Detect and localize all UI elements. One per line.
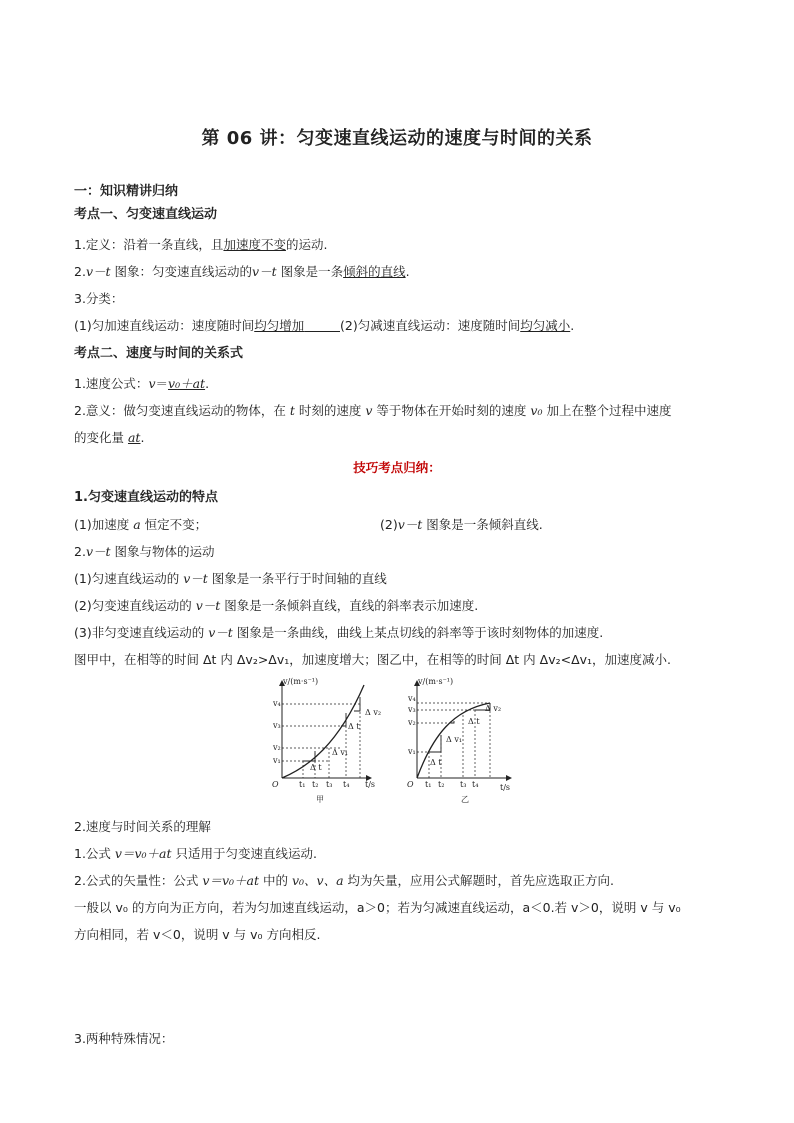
text: . [405, 264, 410, 279]
underlined-answer: 均匀增加 [254, 318, 305, 333]
delta-triangle-1 [429, 735, 441, 752]
origin-label: O [272, 780, 279, 789]
kp1-classification: 3.分类： [74, 291, 124, 306]
x-axis-label: t/s [365, 780, 376, 789]
text: 2.意义：做匀变速直线运动的物体，在 [74, 403, 290, 418]
text: (2)匀变速直线运动的 [74, 598, 196, 613]
motion-3 [74, 624, 603, 642]
label-v2: v₂ [273, 743, 281, 752]
kp1-heading: 考点一、匀变速直线运动 [74, 207, 218, 222]
label-v2: v₂ [408, 718, 416, 727]
text: (1)匀速直线运动的 [74, 571, 184, 586]
text: (3)非匀变速直线运动的 [74, 625, 209, 640]
kp2-meaning-line2 [74, 429, 144, 447]
text: 均为矢量，应用公式解题时，首先应选取正方向. [343, 873, 615, 888]
understanding-p1 [74, 845, 317, 863]
caption-yi: 乙 [461, 795, 469, 804]
math-formula: v＝v₀＋at [202, 873, 260, 888]
motion-1 [74, 570, 387, 588]
delta-t-label: Δ t [430, 758, 442, 767]
graph-jia-labels [272, 677, 381, 804]
text: 1.速度公式： [74, 376, 149, 391]
page-title: 第 06 讲：匀变速直线运动的速度与时间的关系 [201, 128, 593, 149]
text: 图象是一条平行于时间轴的直线 [207, 571, 387, 586]
label-v1: v₁ [273, 756, 281, 765]
delta-t-label: Δ t [348, 722, 360, 731]
underline-blank [304, 318, 340, 333]
label-v4: v₄ [273, 699, 281, 708]
math-symbol: v－t [195, 598, 221, 613]
delta-t-label: Δ t [310, 763, 322, 772]
label-v3: v₃ [408, 705, 416, 714]
text: 2.公式的矢量性：公式 [74, 873, 203, 888]
text: 中的 [259, 873, 292, 888]
label-t3: t₃ [460, 780, 467, 789]
text: (1)加速度 [74, 517, 134, 532]
math-symbol: a [133, 517, 141, 532]
text: 2. [74, 544, 86, 559]
special-cases-heading: 3.两种特殊情况： [74, 1031, 174, 1046]
kp1-vt-graph [74, 263, 410, 281]
kp2-heading: 考点二、速度与时间的关系式 [74, 346, 244, 361]
caption-jia: 甲 [316, 795, 324, 804]
curve [282, 685, 364, 778]
label-v3: v₃ [273, 721, 281, 730]
text: . [140, 430, 145, 445]
underlined-answer: 均匀减小 [520, 318, 571, 333]
vt-graphs-figure [268, 675, 530, 810]
understanding-p4: 方向相同，若 v＜0，说明 v 与 v₀ 方向相反. [74, 927, 321, 942]
text: 时刻的速度 [294, 403, 366, 418]
text: 的运动. [285, 237, 328, 252]
delta-v2-label: Δ v₂ [485, 704, 502, 713]
origin-label: O [407, 780, 414, 789]
graph-yi-labels [407, 677, 510, 804]
tips-heading-2 [74, 543, 215, 561]
underlined-answer: 加速度不变 [223, 237, 286, 252]
feature-2 [380, 516, 543, 534]
label-t4: t₄ [472, 780, 479, 789]
text: 图象是一条曲线，曲线上某点切线的斜率等于该时刻物体的加速度. [232, 625, 604, 640]
text: 图象是一条倾斜直线，直线的斜率表示加速度. [220, 598, 479, 613]
label-v4: v₄ [408, 694, 416, 703]
label-t2: t₂ [312, 780, 319, 789]
label-t4: t₄ [343, 780, 350, 789]
math-symbol: v－t [208, 625, 233, 640]
math-symbol: v－t [397, 517, 423, 532]
tips-title: 技巧考点归纳： [353, 460, 441, 475]
text: ＝ [155, 376, 169, 391]
section-heading: 一：知识精讲归纳 [74, 184, 179, 199]
text: . [570, 318, 575, 333]
understanding-p3: 一般以 v₀ 的方向为正方向，若为匀加速直线运动，a＞0；若为匀减速直线运动，a＜0.若 v＞0，说明 v 与 v₀ [74, 900, 681, 915]
text: 图象与物体的运动 [110, 544, 215, 559]
math-symbol: v－t [85, 544, 111, 559]
text: (2) [380, 517, 398, 532]
text: 只适用于匀变速直线运动. [171, 846, 317, 861]
math-symbol: t [289, 403, 295, 418]
kp1-definition [74, 236, 327, 254]
math-symbol: v [148, 376, 156, 391]
y-axis-label: v/(m·s⁻¹) [283, 677, 319, 686]
underlined-answer: 倾斜的直线 [343, 264, 406, 279]
text: 的变化量 [74, 430, 128, 445]
math-formula: v＝v₀＋at [114, 846, 172, 861]
feature-1 [74, 516, 207, 534]
underlined-answer: at [127, 430, 141, 445]
math-symbol: v－t [183, 571, 208, 586]
kp1-classification-items [74, 317, 574, 335]
label-t1: t₁ [425, 780, 432, 789]
text: 1.定义：沿着一条直线，且 [74, 237, 224, 252]
label-t2: t₂ [438, 780, 445, 789]
math-symbol: v－t [252, 264, 277, 279]
math-symbol: v₀ [530, 403, 543, 418]
motion-2 [74, 597, 478, 615]
label-t3: t₃ [326, 780, 333, 789]
math-symbol: v－t [85, 264, 111, 279]
text: (2)匀减速直线运动：速度随时间 [340, 318, 521, 333]
understanding-p2 [74, 872, 614, 890]
text: 加上在整个过程中速度 [542, 403, 672, 418]
delta-v1-label: Δ v₁ [332, 748, 349, 757]
text: 等于物体在开始时刻的速度 [372, 403, 531, 418]
understanding-heading: 2.速度与时间关系的理解 [74, 819, 211, 834]
delta-v1-label: Δ v₁ [446, 735, 463, 744]
delta-t-label: Δ t [468, 717, 480, 726]
x-axis-label: t/s [500, 783, 511, 792]
math-symbol: v [365, 403, 373, 418]
text: 图象：匀变速直线运动的 [110, 264, 253, 279]
text: 1.公式 [74, 846, 115, 861]
tips-heading-1: 1.匀变速直线运动的特点 [74, 490, 218, 505]
delta-v2-label: Δ v₂ [365, 708, 382, 717]
text: . [205, 376, 210, 391]
text: 2. [74, 264, 86, 279]
text: 图象是一条 [276, 264, 344, 279]
label-t1: t₁ [299, 780, 306, 789]
y-axis-label: v/(m·s⁻¹) [418, 677, 454, 686]
text: 图象是一条倾斜直线. [422, 517, 543, 532]
kp2-formula [74, 375, 209, 393]
underlined-answer: v₀＋at [168, 376, 206, 391]
math-symbol: v₀、v、a [291, 873, 344, 888]
kp2-meaning-line1 [74, 402, 671, 420]
graph-note: 图甲中，在相等的时间 Δt 内 Δv₂>Δv₁，加速度增大；图乙中，在相等的时间 Δt 内 Δv₂<Δv₁，加速度减小. [74, 652, 672, 667]
label-v1: v₁ [408, 747, 416, 756]
text: (1)匀加速直线运动：速度随时间 [74, 318, 255, 333]
text: 恒定不变； [140, 517, 208, 532]
